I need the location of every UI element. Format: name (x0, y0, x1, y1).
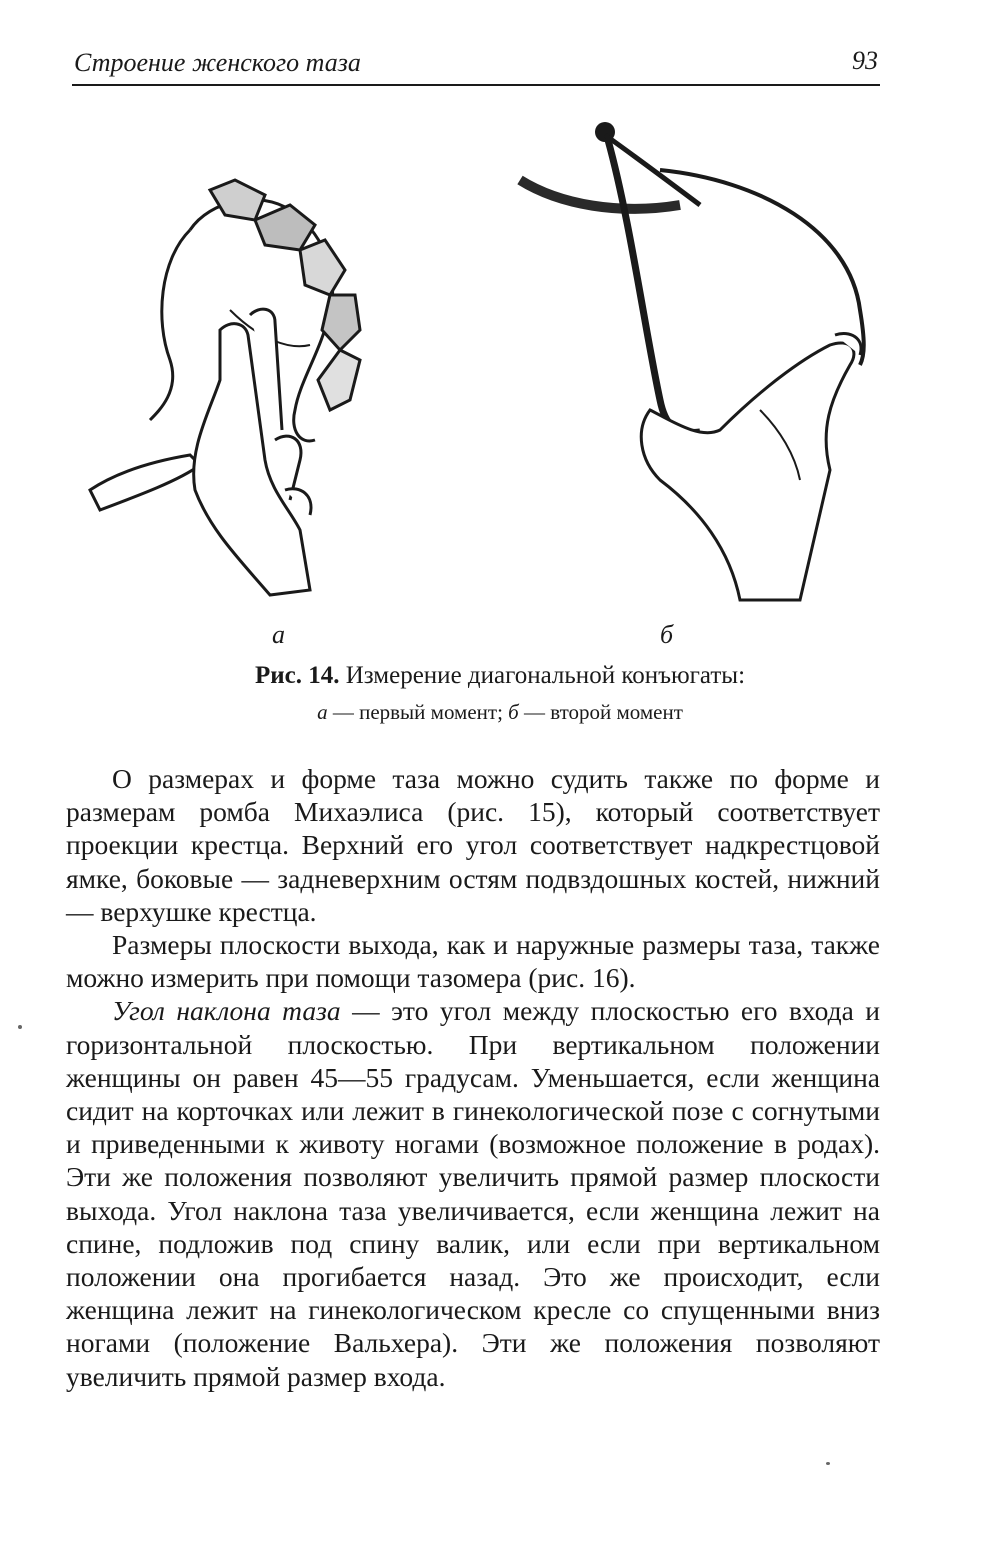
examining-hand-a (90, 309, 311, 595)
subcaption-text-b: — второй момент (518, 700, 683, 724)
panel-label-b: б (660, 620, 674, 649)
body-text (66, 762, 880, 1393)
holding-hand-b (641, 334, 861, 600)
page-number: 93 (852, 46, 878, 75)
figure-illustration (60, 110, 940, 630)
figure-title: Измерение диагональной конъюгаты: (345, 662, 746, 689)
paragraph-1: О размерах и форме таза можно судить также по форме и размерам ромба Михаэлиса (рис. 15), который соответствует проекции крестца. Верхний его угол соответствует надкрестцовой ямке, боковые — задневерхним остям подвздошных костей, нижний — верхушке крестца. (66, 763, 880, 927)
subcaption-text-a: — первый момент; (327, 700, 509, 724)
subcaption-letter-b: б (508, 700, 519, 724)
subcaption-letter-a: а (317, 700, 328, 724)
figure-14 (60, 110, 940, 630)
term-pelvic-tilt: Угол наклона таза (112, 995, 341, 1027)
paragraph-2: Размеры плоскости выхода, как и наружные размеры таза, также можно измерить при помощи тазомера (рис. 16). (66, 929, 880, 994)
running-head (72, 44, 880, 86)
figure-subcaption (0, 700, 1000, 725)
paragraph-3 (66, 994, 880, 1392)
panel-label-a: а (272, 620, 285, 649)
scan-speck (826, 1462, 830, 1465)
chapter-title: Строение женского таза (74, 48, 361, 77)
scan-speck (18, 1025, 22, 1029)
figure-caption (0, 662, 1000, 690)
paragraph-3-text: — это угол между плоскостью его входа и горизонтальной плоскостью. При вертикальном положении женщины он равен 45—55 градусам. Уменьшается, если женщина сидит на корточках или лежит в гинекологической позе с согнутыми и приведенными к животу ногами (возможное положение в родах). Эти же положения позволяют увеличить прямой размер плоскости выхода. Угол наклона таза увеличивается, если женщина лежит на спине, подложив под спину валик, или если при вертикальном положении она прогибается назад. Это же происходит, если женщина лежит на гинекологическом кресле со спущенными вниз ногами (положение Вальхера). Эти же положения позволяют увеличить прямой размер входа. (66, 995, 880, 1392)
figure-number: Рис. 14. (254, 662, 340, 689)
